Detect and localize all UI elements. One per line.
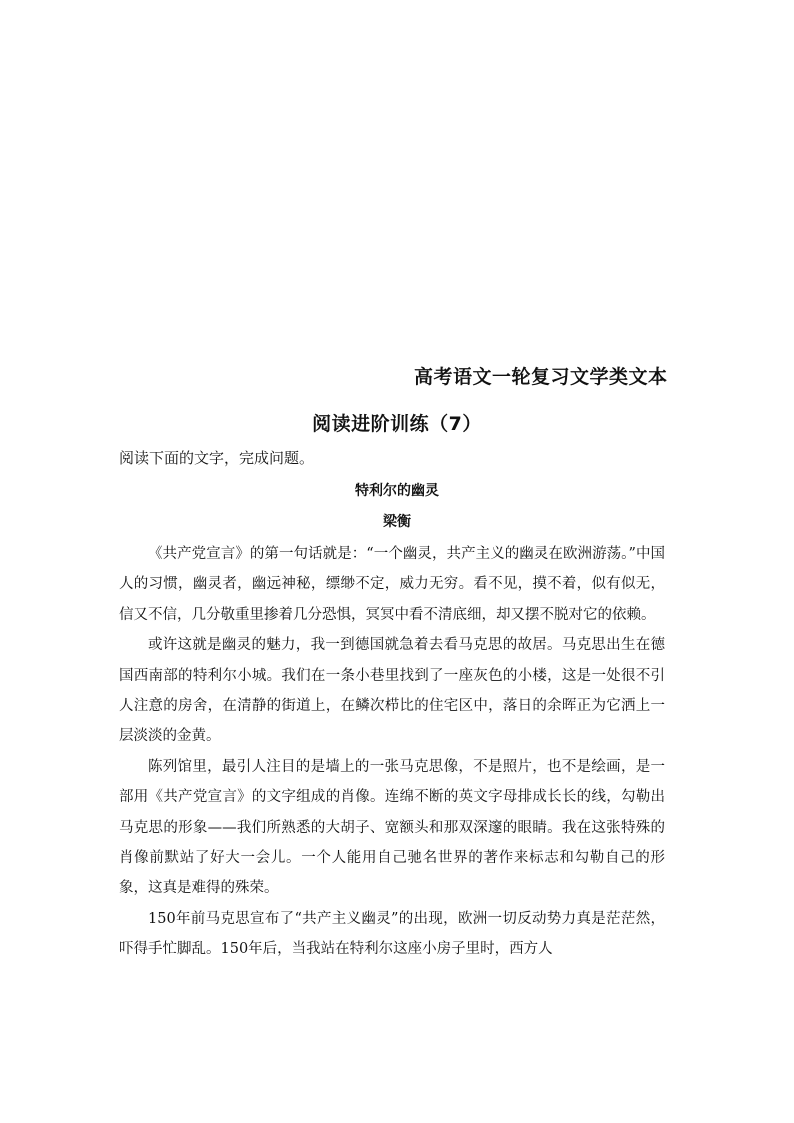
reading-instruction: 阅读下面的文字，完成问题。 — [119, 449, 315, 467]
essay-paragraph-3: 陈列馆里，最引人注目的是墙上的一张马克思像，不是照片，也不是绘画，是一部用《共产党宣言》的文字组成的肖像。连绵不断的英文字母排成长长的线，勾勒出马克思的形象——我们所熟悉的大胡子、宽额头和那双深邃的眼睛。我在这张特殊的肖像前默站了好大一会儿。一个人能用自己驰名世界的著作来标志和勾勒自己的形象，这真是难得的殊荣。 — [119, 758, 665, 897]
essay-body — [119, 539, 665, 965]
essay-paragraph-4: 150年前马克思宣布了“共产主义幽灵”的出现，欧洲一切反动势力真是茫茫然，吓得手忙脚乱。150年后，当我站在特利尔这座小房子里时，西方人 — [119, 910, 665, 958]
essay-paragraph-1: 《共产党宣言》的第一句话就是：“一个幽灵，共产主义的幽灵在欧洲游荡。”中国人的习惯，幽灵者，幽远神秘，缥缈不定，威力无穷。看不见，摸不着，似有似无，信又不信，几分敬重里掺着几分恐惧，冥冥中看不清底细，却又摆不脱对它的依赖。 — [119, 546, 665, 623]
document-title-line-2: 阅读进阶训练（7） — [312, 413, 482, 435]
essay-paragraph-2: 或许这就是幽灵的魅力，我一到德国就急着去看马克思的故居。马克思出生在德国西南部的特利尔小城。我们在一条小巷里找到了一座灰色的小楼，这是一处很不引人注意的房舍，在清静的街道上，在鳞次栉比的住宅区中，落日的余晖正为它洒上一层淡淡的金黄。 — [119, 637, 665, 745]
essay-title: 特利尔的幽灵 — [355, 483, 439, 499]
essay-author: 梁衡 — [383, 514, 411, 530]
document-title-line-1: 高考语文一轮复习文学类文本 — [414, 366, 668, 388]
